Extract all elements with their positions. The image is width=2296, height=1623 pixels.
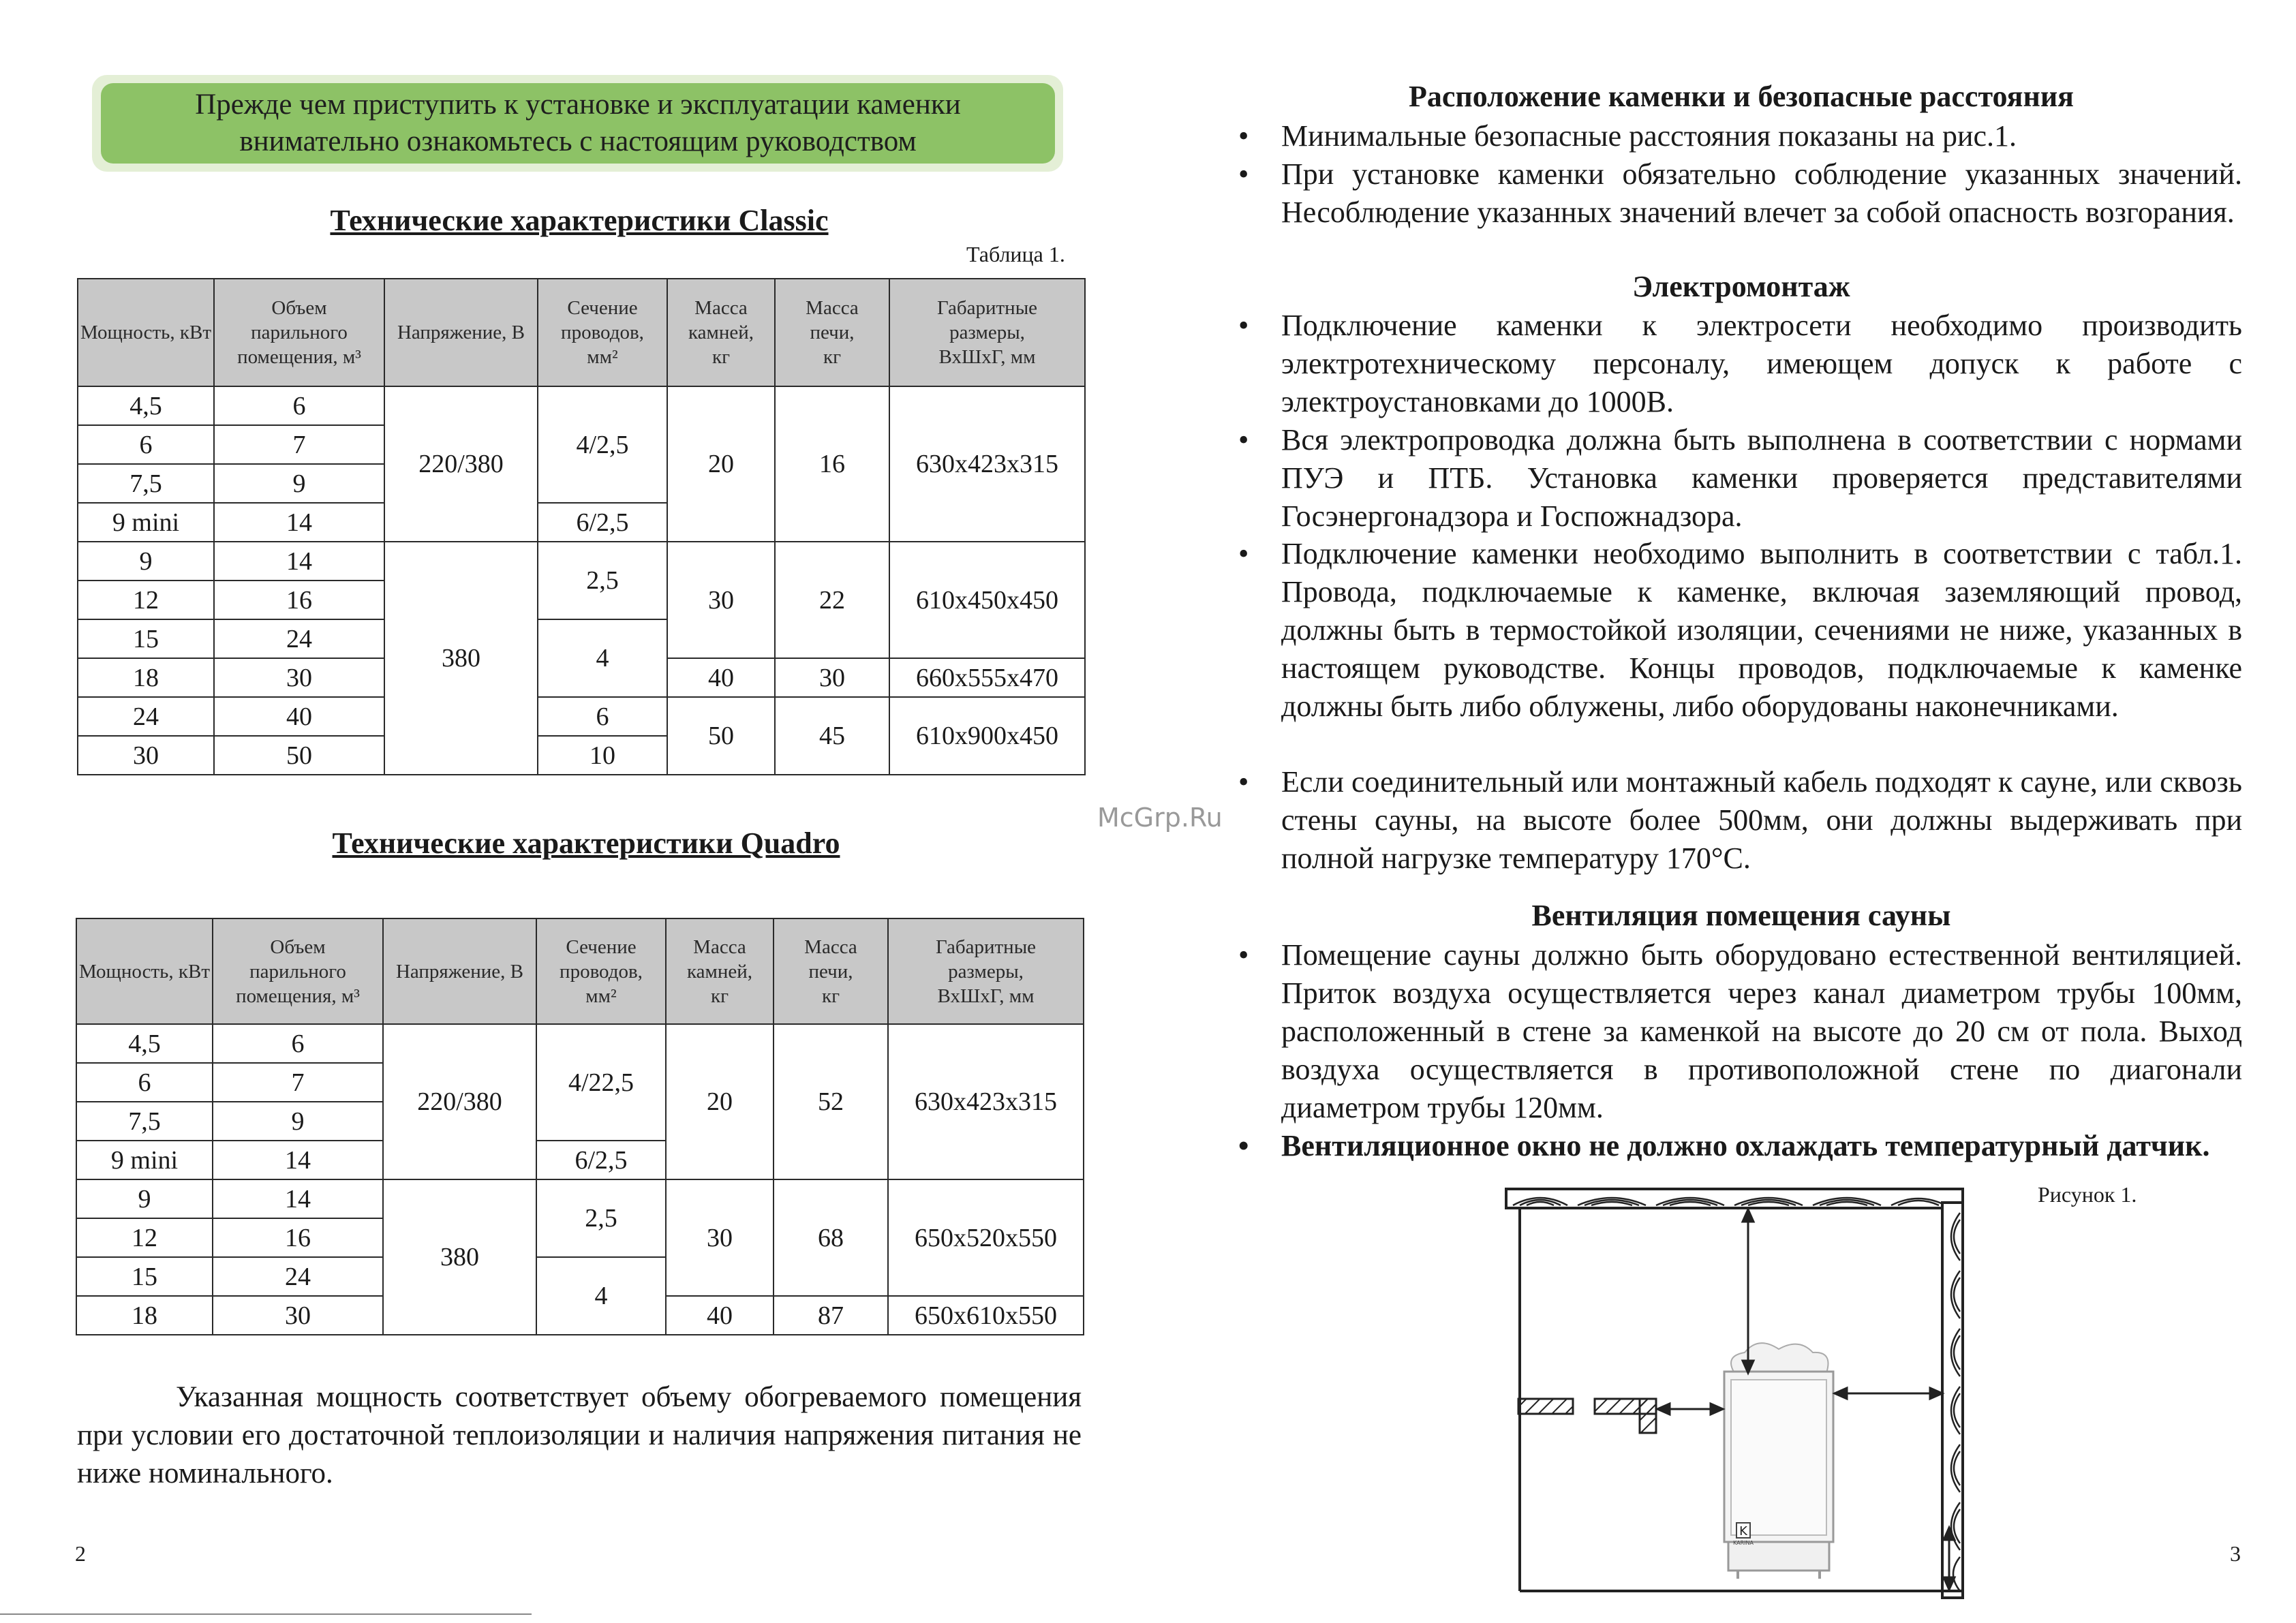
cell-voltage: 380 [383, 1179, 536, 1335]
table-row [76, 1179, 1084, 1218]
table-row [78, 542, 1085, 581]
partition-edge [1640, 1399, 1656, 1433]
cell-stones: 20 [666, 1024, 774, 1179]
cell-section: 4/22,5 [536, 1024, 666, 1141]
cell-volume: 24 [213, 1257, 383, 1296]
placement-item: Минимальные безопасные расстояния показаны на рис.1. [1281, 119, 2017, 153]
cell-section: 6 [538, 697, 667, 736]
header-volume: Объем парильного помещения, м³ [214, 279, 384, 386]
cell-power: 15 [76, 1257, 213, 1296]
cell-voltage: 380 [384, 542, 538, 775]
placement-item: При установке каменки обязательно соблюдение указанных значений. Несоблюдение указанных значений влечет за собой опасность возгорания. [1281, 157, 2242, 229]
bullet-marker: • [1238, 765, 1249, 799]
electrical-item: Подключение каменки к электросети необходимо производить электротехническому персоналу, имеющем допуск к работе с электроустановками до 1000В. [1281, 309, 2242, 418]
classic-title: Технические характеристики Classic [330, 204, 829, 237]
header-dimensions: Габаритные размеры, ВхШхГ, мм [888, 918, 1084, 1024]
cell-stove: 45 [775, 697, 889, 775]
electrical-item: Подключение каменки необходимо выполнить в соответствии с табл.1. Провода, подключаемые к каменке, включая заземляющий провод, должны быть в термостойкой изоляции, сечениями не ниже, указанных в настоящем руководстве. Концы проводов, подключаемые к каменке должны быть либо облужены, либо оборудованы наконечниками. [1281, 537, 2242, 723]
bullet-marker: • [1238, 423, 1249, 457]
cell-power: 9 mini [78, 503, 214, 542]
cell-power: 18 [76, 1296, 213, 1335]
cell-volume: 14 [213, 1141, 383, 1179]
ventilation-warning: Вентиляционное окно не должно охлаждать температурный датчик. [1281, 1129, 2210, 1162]
header-section: Сечение проводов, мм² [536, 918, 666, 1024]
cell-volume: 16 [214, 581, 384, 619]
cell-volume: 7 [214, 425, 384, 464]
page-number-right: 3 [2230, 1541, 2241, 1566]
header-power: Мощность, кВт [76, 918, 213, 1024]
cell-stove: 68 [774, 1179, 888, 1296]
cell-volume: 6 [214, 386, 384, 425]
cell-volume: 24 [214, 619, 384, 658]
cell-volume: 16 [213, 1218, 383, 1257]
cell-section: 6/2,5 [536, 1141, 666, 1179]
header-stove-mass: Масса печи, кг [775, 279, 889, 386]
quadro-title: Технические характеристики Quadro [332, 826, 840, 860]
cell-volume: 7 [213, 1063, 383, 1102]
cell-power: 7,5 [76, 1102, 213, 1141]
cell-section: 4/2,5 [538, 386, 667, 503]
cell-dims: 660х555х470 [889, 658, 1085, 697]
cell-voltage: 220/380 [383, 1024, 536, 1179]
cell-dims: 610х900х450 [889, 697, 1085, 775]
cell-volume: 14 [213, 1179, 383, 1218]
cell-stones: 20 [667, 386, 775, 542]
cell-dims: 650х610х550 [888, 1296, 1084, 1335]
cell-section: 6/2,5 [538, 503, 667, 542]
cell-power: 6 [78, 425, 214, 464]
cell-power: 4,5 [76, 1024, 213, 1063]
cell-power: 24 [78, 697, 214, 736]
cell-volume: 6 [213, 1024, 383, 1063]
quadro-spec-table [76, 918, 1084, 1335]
cell-power: 4,5 [78, 386, 214, 425]
cell-power: 6 [76, 1063, 213, 1102]
cell-volume: 14 [214, 503, 384, 542]
cell-section: 4 [538, 619, 667, 697]
cell-power: 30 [78, 736, 214, 775]
cell-volume: 9 [213, 1102, 383, 1141]
notice-banner [101, 83, 1055, 164]
ventilation-title: Вентиляция помещения сауны [1531, 899, 1951, 932]
brand-logo-name: KARINA [1733, 1540, 1754, 1546]
cell-volume: 14 [214, 542, 384, 581]
partition-left [1518, 1399, 1573, 1414]
cell-stones: 40 [667, 658, 775, 697]
header-volume: Объем парильного помещения, м³ [213, 918, 383, 1024]
cell-power: 18 [78, 658, 214, 697]
cell-volume: 50 [214, 736, 384, 775]
header-dimensions: Габаритные размеры, ВхШхГ, мм [889, 279, 1085, 386]
brand-logo-letter: K [1739, 1524, 1747, 1539]
cell-volume: 40 [214, 697, 384, 736]
page-bottom-rule [0, 1613, 532, 1615]
table-row [78, 697, 1085, 736]
bullet-marker: • [1238, 1129, 1249, 1162]
table-row [78, 386, 1085, 425]
cell-stove: 87 [774, 1296, 888, 1335]
cell-dims: 630х423х315 [889, 386, 1085, 542]
electrical-item: Если соединительный или монтажный кабель подходят к сауне, или сквозь стены сауны, на высоте более 500мм, они должны выдерживать при полной нагрузке температуру 170°С. [1281, 765, 2242, 875]
ventilation-item: Помещение сауны должно быть оборудовано естественной вентиляцией. Приток воздуха осуществляется через канал диаметром трубы 100мм, расположенный в стене за каменкой на высоте до 20 см от пола. Выход воздуха осуществляется в противоположной стене по диагонали диаметром трубы 120мм. [1281, 938, 2242, 1124]
placement-title: Расположение каменки и безопасные расстояния [1409, 80, 2074, 113]
header-voltage: Напряжение, В [384, 279, 538, 386]
header-section: Сечение проводов, мм² [538, 279, 667, 386]
header-stones-mass: Масса камней, кг [666, 918, 774, 1024]
cell-stove: 16 [775, 386, 889, 542]
table-row [76, 1024, 1084, 1063]
cell-section: 10 [538, 736, 667, 775]
cell-power: 9 [78, 542, 214, 581]
cell-section: 2,5 [538, 542, 667, 619]
classic-spec-table [77, 278, 1086, 775]
cell-power: 9 mini [76, 1141, 213, 1179]
page-number-left: 2 [75, 1541, 86, 1566]
power-note: Указанная мощность соответствует объему обогреваемого помещения при условии его достаточной теплоизоляции и наличия напряжения питания не ниже номинального. [77, 1381, 1082, 1489]
header-stove-mass: Масса печи, кг [774, 918, 888, 1024]
table-label: Таблица 1. [966, 242, 1065, 266]
cell-dims: 630х423х315 [888, 1024, 1084, 1179]
cell-stones: 30 [667, 542, 775, 658]
bullet-marker: • [1238, 537, 1249, 570]
cell-stove: 22 [775, 542, 889, 658]
electrical-item: Вся электропроводка должна быть выполнена в соответствии с нормами ПУЭ и ПТБ. Установка каменки проверяется представителями Госэнергонадзора и Госпожнадзора. [1281, 423, 2242, 533]
cell-volume: 30 [213, 1296, 383, 1335]
sauna-stove [1724, 1343, 1833, 1579]
cell-power: 15 [78, 619, 214, 658]
bullet-marker: • [1238, 309, 1249, 342]
cell-volume: 30 [214, 658, 384, 697]
safety-distance-diagram [1499, 1182, 1990, 1605]
cell-stones: 40 [666, 1296, 774, 1335]
bullet-marker: • [1238, 157, 1249, 191]
bullet-marker: • [1238, 119, 1249, 153]
notice-line-1: Прежде чем приступить к установке и эксплуатации каменки [195, 89, 961, 121]
cell-dims: 610х450х450 [889, 542, 1085, 658]
cell-stove: 30 [775, 658, 889, 697]
bullet-marker: • [1238, 938, 1249, 972]
cell-power: 12 [76, 1218, 213, 1257]
cell-voltage: 220/380 [384, 386, 538, 542]
cell-power: 7,5 [78, 464, 214, 503]
cell-stove: 52 [774, 1024, 888, 1179]
figure-caption: Рисунок 1. [2038, 1182, 2137, 1207]
cell-dims: 650х520х550 [888, 1179, 1084, 1296]
watermark: McGrp.Ru [1097, 803, 1223, 833]
cell-section: 2,5 [536, 1179, 666, 1257]
cell-stones: 50 [667, 697, 775, 775]
electrical-title: Электромонтаж [1632, 270, 1850, 303]
cell-power: 9 [76, 1179, 213, 1218]
header-stones-mass: Масса камней, кг [667, 279, 775, 386]
ceiling-wood [1506, 1189, 1963, 1208]
cell-volume: 9 [214, 464, 384, 503]
notice-line-2: внимательно ознакомьтесь с настоящим руководством [239, 125, 917, 157]
cell-stones: 30 [666, 1179, 774, 1296]
cell-section: 4 [536, 1257, 666, 1335]
cell-power: 12 [78, 581, 214, 619]
header-voltage: Напряжение, В [383, 918, 536, 1024]
header-power: Мощность, кВт [78, 279, 214, 386]
